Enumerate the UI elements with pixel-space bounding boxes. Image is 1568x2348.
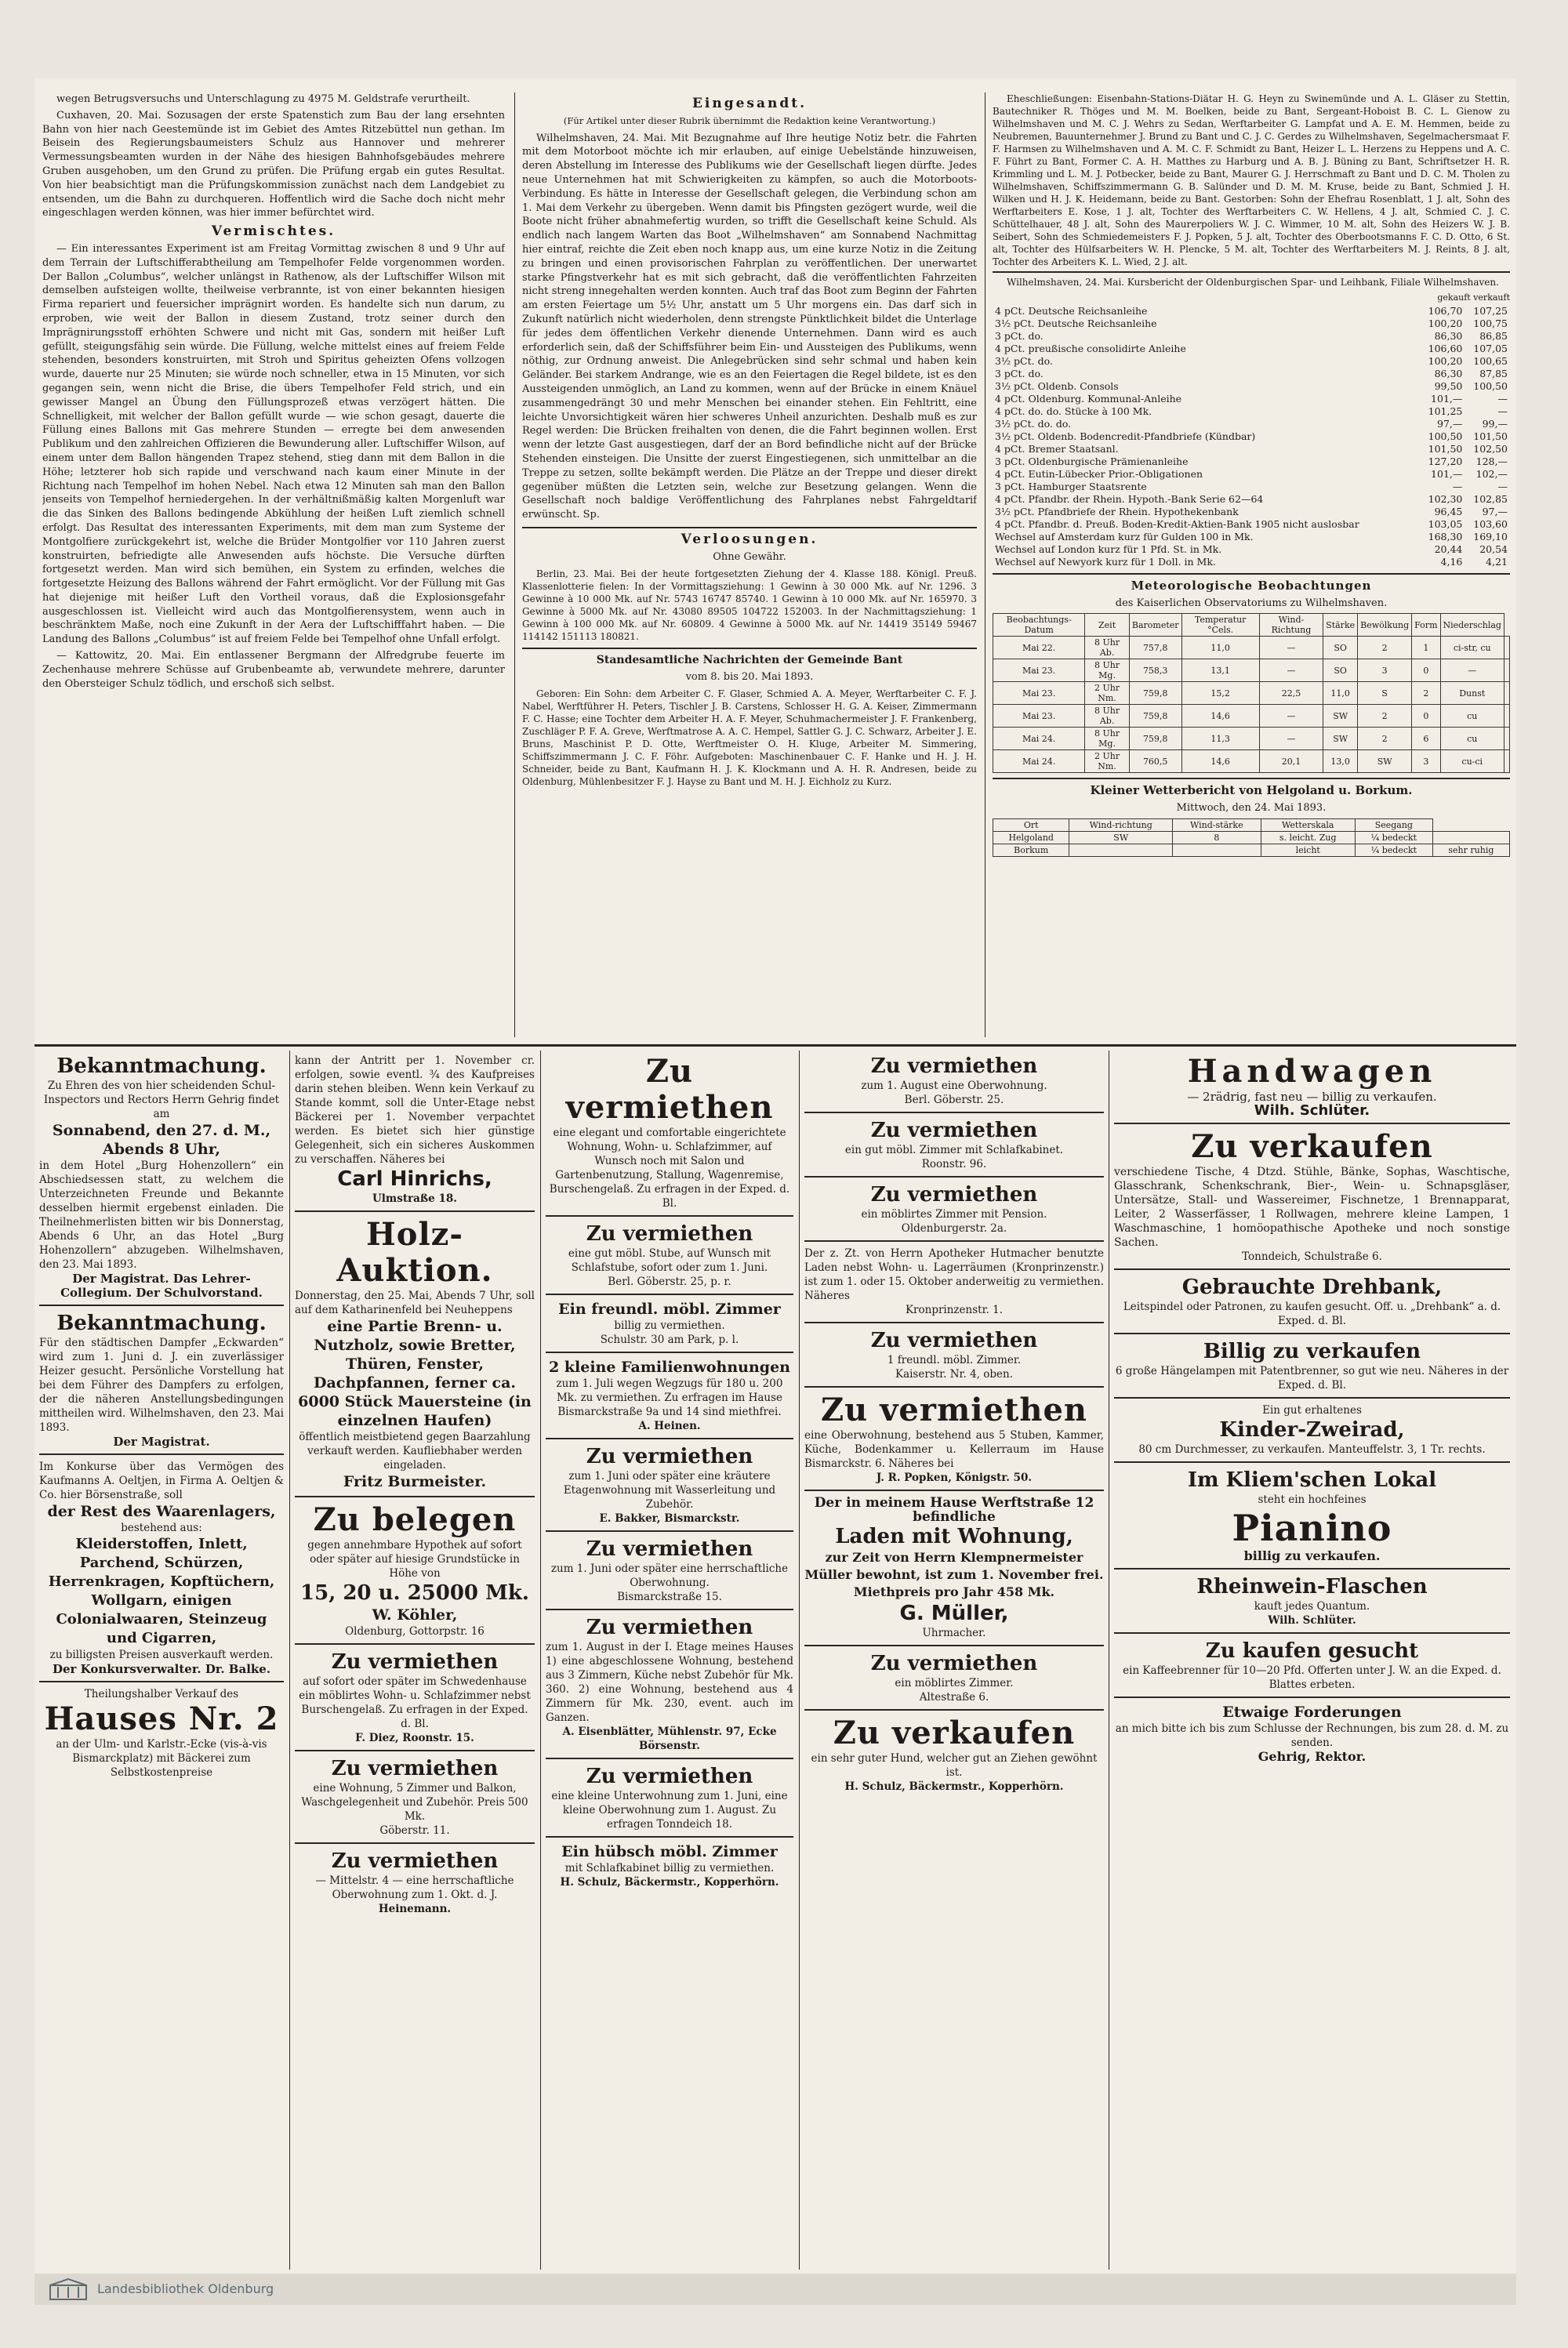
ad-title: Zu kaufen gesucht	[1205, 1639, 1419, 1663]
ad-title: Zu vermiethen	[870, 1054, 1038, 1078]
kurs-row: 4 pCt. preußische consolidirte Anleihe 106,60 107,05	[995, 342, 1508, 354]
ad-text: kauft jedes Quantum.	[1254, 1600, 1370, 1613]
ad-address: Kronprinzenstr. 1.	[905, 1304, 1004, 1316]
ad-signature: Wilh. Schlüter.	[1268, 1614, 1356, 1627]
ad-address: Schulstr. 30 am Park, p. l.	[600, 1334, 739, 1346]
ad-title: Ein hübsch möbl. Zimmer	[561, 1843, 778, 1860]
library-logo-icon	[49, 2277, 88, 2301]
kurs-row: 3½ pCt. Oldenb. Consols 99,50 100,50	[995, 379, 1508, 392]
ad-title: Zu vermiethen	[331, 1849, 499, 1873]
meteo-row: Mai 23. 2 Uhr Nm. 759,8 15,2 22,5 11,0 S 2 Dunst	[993, 682, 1510, 705]
ad-divider	[799, 1051, 800, 2270]
ad-signature: Der Magistrat. Das Lehrer-Collegium. Der Schulvorstand.	[60, 1272, 263, 1300]
ad-title: Zu vermiethen	[820, 1392, 1088, 1428]
kurs-heading: Wilhelmshaven, 24. Mai. Kursbericht der Oldenburgischen Spar- und Leihbank, Filiale Wilhelmshaven.	[1007, 277, 1499, 288]
ad-signature: G. Müller,	[899, 1602, 1009, 1625]
newspaper-page	[34, 78, 1516, 2274]
ad-signature: Fritz Burmeister.	[343, 1473, 487, 1490]
kurs-row: 4 pCt. Deutsche Reichsanleihe 106,70 107,25	[995, 304, 1508, 317]
ad-role: Uhrmacher.	[922, 1627, 986, 1639]
ad-title: Rheinwein-Flaschen	[1196, 1575, 1428, 1599]
kurs-row: 4 pCt. Oldenburg. Kommunal-Anleihe 101,— —	[995, 392, 1508, 405]
column-middle	[522, 93, 977, 1037]
ad-signature: W. Köhler,	[372, 1606, 458, 1624]
ad-signature: Carl Hinrichs,	[337, 1167, 492, 1191]
ad-title: Im Kliem'schen Lokal	[1187, 1468, 1437, 1492]
ad-title: Hauses Nr. 2	[44, 1700, 279, 1737]
ad-title: Zu vermiethen	[870, 1183, 1038, 1207]
ad-text: zu billigsten Preisen ausverkauft werden.	[49, 1649, 274, 1661]
table-header-row: Ort Wind-richtung Wind-stärke Wetterskala Seegang	[993, 818, 1510, 831]
ad-title: Zu belegen	[313, 1501, 517, 1538]
ad-text: in dem Hotel „Burg Hohenzollern“ ein Abschiedsessen statt, zu welchem die Unterzeichneten Freunde und Bekannte desselben hiermit ergebenst einladen. Die Theilnehmerlisten bitten wir bis Donnerstag, Abends 6 Uhr, an das Hotel „Burg Hohenzollern“ abzugeben. Wilhelmshaven, den 23. Mai 1893.	[39, 1159, 284, 1271]
ad-title: Zu vermiethen	[870, 1329, 1038, 1352]
ad-signature: Wilh. Schlüter.	[1254, 1102, 1370, 1119]
ad-title: Kinder-Zweirad,	[1219, 1418, 1405, 1442]
ad-text: billig zu vermiethen.	[614, 1319, 725, 1332]
kurs-row: 3 pCt. do. 86,30 86,85	[995, 329, 1508, 342]
ad-title: Ein freundl. möbl. Zimmer	[558, 1301, 781, 1318]
section-heading: Verloosungen.	[681, 531, 818, 547]
ad-address: Göberstr. 11.	[379, 1824, 450, 1837]
ad-text: kann der Antritt per 1. November cr. erfolgen, sowie eventl. ¾ des Kaufpreises darin stehen bleiben. Wenn kein Verkauf zu Stande kommt, soll die Unter-Etage nebst Bäckerei per 1. November verpachtet werden. Es bietet sich hier günstige Gelegenheit, sich ein sicheres Auskommen zu verschaffen. Näheres bei	[295, 1054, 535, 1166]
section-divider	[34, 1044, 1516, 1047]
kurs-row: 3½ pCt. Oldenb. Bodencredit-Pfandbriefe (Kündbar) 100,50 101,50	[995, 430, 1508, 442]
ad-text: öffentlich meistbietend gegen Baarzahlung verkauft werden. Kaufliebhaber werden eingeladen.	[299, 1431, 531, 1472]
ad-signature: Heinemann.	[378, 1903, 452, 1915]
ad-signature: Der Konkursverwalter. Dr. Balke.	[52, 1662, 271, 1676]
ad-address: Oldenburg, Gottorpstr. 16	[345, 1625, 485, 1638]
ad-signature: Der Magistrat.	[113, 1435, 210, 1449]
kurs-row: 3½ pCt. do. 100,20 100,65	[995, 354, 1508, 367]
ad-text: an der Ulm- und Karlstr.-Ecke (vis-à-vis Bismarckplatz) mit Bäckerei zum Selbstkostenpreise	[56, 1738, 267, 1779]
library-footer	[34, 2274, 1516, 2305]
kurs-row: 3½ pCt. do. do. 97,— 99,—	[995, 417, 1508, 430]
ad-title: Zu vermiethen	[870, 1119, 1038, 1142]
kurs-table	[993, 305, 1510, 568]
ad-signature: J. R. Popken, Königstr. 50.	[876, 1472, 1033, 1484]
ad-text: an mich bitte ich bis zum Schlusse der Rechnungen, bis zum 28. d. M. zu senden.	[1115, 1722, 1509, 1749]
article-text: Berlin, 23. Mai. Bei der heute fortgesetzten Ziehung der 4. Klasse 188. Königl. Preuß. Klassenlotterie fielen: In der Vormittagsziehung: 1 Gewinn à 30 000 Mk. auf Nr. 1296. 3 Gewinne à 10 000 Mk. auf Nr. 5743 16747 85740. 1 Gewinn à 10 000 Mk. auf Nr. 165970. 3 Gewinne à 5000 Mk. auf Nr. 43080 89505 104722 152003. In der Nachmittagsziehung: 1 Gewinn à 100 000 Mk. auf Nr. 60809. 4 Gewinne à 5000 Mk. auf Nr. 14419 35149 59467 114142 151113 180821.	[522, 568, 977, 642]
ad-divider	[540, 1051, 541, 2270]
ad-text: mit Schlafkabinet billig zu vermiethen.	[564, 1862, 775, 1874]
ad-title: 2 kleine Familienwohnungen	[549, 1359, 790, 1376]
ad-address: Roonstr. 96.	[921, 1158, 987, 1170]
kurs-row: 4 pCt. Pfandbr. d. Preuß. Boden-Kredit-Aktien-Bank 1905 nicht auslosbar 103,05 103,60	[995, 517, 1508, 530]
article-text: Cuxhaven, 20. Mai. Sozusagen der erste Spatenstich zum Bau der lang ersehnten Bahn von hier nach Geestemünde ist im Gebiet des Amtes Ritzebüttel nun gethan. Im Beisein des Regierungsbaumeisters Schulz aus Hannover und mehrerer Vermessungsbeamten wurden in der Nähe des hiesigen Bahnhofsgebäudes mehrere Gruben ausgehoben, um den Grund zu prüfen. Die Prüfung ergab ein gutes Resultat. Von hier beabsichtigt man die Prüfungskommission zunächst nach dem Landgebiet zu entsenden, um die Bahn zu durchqueren. Hoffentlich wird die Sache doch nicht mehr eingeschlagen werden können, was hier immer befürchtet wird.	[42, 109, 505, 220]
ad-title: Handwagen	[1187, 1054, 1437, 1090]
article-text: wegen Betrugsversuchs und Unterschlagung zu 4975 M. Geldstrafe verurtheilt.	[56, 93, 470, 105]
kurs-row: 4 pCt. Pfandbr. der Rhein. Hypoth.-Bank Serie 62—64 102,30 102,85	[995, 492, 1508, 505]
ad-text: ein möblirtes Zimmer.	[895, 1677, 1014, 1689]
kurs-row: 4 pCt. Eutin-Lübecker Prior.-Obligationen 101,— 102,—	[995, 467, 1508, 480]
meteo-row: Mai 22. 8 Uhr Ab. 757,8 11,0 — SO 2 1 ci-str, cu	[993, 637, 1510, 659]
meteo-row: Mai 23. 8 Uhr Ab. 759,8 14,6 — SW 2 0 cu	[993, 705, 1510, 728]
ad-text: 80 cm Durchmesser, zu verkaufen. Manteuffelstr. 3, 1 Tr. rechts.	[1138, 1443, 1486, 1456]
meteo-row: Mai 23. 8 Uhr Mg. 758,3 13,1 — SO 3 0 —	[993, 659, 1510, 682]
ad-title: Zu vermiethen	[586, 1616, 753, 1639]
kurs-row: 3 pCt. Oldenburgische Prämienanleihe 127,20 128,—	[995, 455, 1508, 467]
ad-text: eine Oberwohnung, bestehend aus 5 Stuben, Kammer, Küche, Bodenkammer u. Kellerraum im Hause Bismarckstr. 6. Näheres bei	[804, 1429, 1104, 1470]
ad-text: ein möblirtes Zimmer mit Pension.	[861, 1208, 1047, 1221]
ad-text: zum 1. Juli wegen Wegzugs für 180 u. 200 Mk. zu vermiethen. Zu erfragen im Hause Bismarckstraße 9a und 14 sind miethfrei.	[556, 1377, 783, 1418]
ad-column-d	[804, 1054, 1104, 2269]
ad-text: zur Zeit von Herrn Klempnermeister Müller bewohnt, ist zum 1. November frei. Miethpreis pro Jahr 458 Mk.	[804, 1550, 1104, 1599]
ad-text: Ein gut erhaltenes	[1262, 1404, 1362, 1417]
ad-title: Zu vermiethen	[586, 1222, 753, 1246]
kurs-row: 4 pCt. Bremer Staatsanl. 101,50 102,50	[995, 442, 1508, 455]
ad-column-c	[546, 1054, 793, 2269]
kurs-row: Wechsel auf Newyork kurz für 1 Doll. in Mk. 4,16 4,21	[995, 555, 1508, 568]
ad-signature: F. Diez, Roonstr. 15.	[355, 1732, 474, 1744]
section-subheading: vom 8. bis 20. Mai 1893.	[685, 671, 814, 684]
ad-text: eine elegant und comfortable eingerichtete Wohnung, Wohn- u. Schlafzimmer, auf Wunsch noch mit Salon und Gartenbenutzung, Stallung, Wagenremise, Burschengelaß. Zu erfragen in der Exped. d. Bl.	[549, 1127, 790, 1210]
wetter-row: Helgoland SW 8 s. leicht. Zug ¼ bedeckt	[993, 831, 1510, 844]
ad-title: Bekanntmachung.	[56, 1054, 267, 1078]
kurs-row: 3 pCt. Hamburger Staatsrente — —	[995, 480, 1508, 492]
ad-text: eine kleine Unterwohnung zum 1. Juni, eine kleine Oberwohnung zum 1. August. Zu erfragen Tonndeich 18.	[551, 1790, 788, 1831]
ad-title: Etwaige Forderungen	[1222, 1704, 1402, 1721]
section-subheading: Mittwoch, den 24. Mai 1893.	[1176, 802, 1327, 815]
ad-text: ein Kaffeebrenner für 10—20 Pfd. Offerten unter J. W. an die Exped. d. Blattes erbeten.	[1123, 1664, 1501, 1691]
ad-title: Zu vermiethen	[586, 1445, 753, 1468]
meteo-row: Mai 24. 8 Uhr Mg. 759,8 11,3 — SW 2 6 cu	[993, 728, 1510, 750]
ad-text: auf sofort oder später im Schwedenhause ein möblirtes Wohn- u. Schlafzimmer nebst Burschengelaß. Zu erfragen in der Exped. d. Bl.	[299, 1675, 531, 1730]
kurs-row: 3 pCt. do. 86,30 87,85	[995, 367, 1508, 379]
section-heading: Meteorologische Beobachtungen	[1131, 578, 1372, 593]
section-subheading: des Kaiserlichen Observatoriums zu Wilhelmshaven.	[1115, 597, 1388, 609]
ad-title: Zu vermiethen	[331, 1650, 499, 1674]
meteo-row: Mai 24. 2 Uhr Nm. 760,5 14,6 20,1 13,0 SW 3 cu-ci	[993, 750, 1510, 773]
ad-items: Kleiderstoffen, Inlett, Parchend, Schürzen, Herrenkragen, Kopftüchern, Wollgarn, einigen Colonialwaaren, Steinzeug und Cigarren,	[48, 1536, 275, 1646]
ad-title: Zu vermiethen	[565, 1054, 774, 1126]
ad-text: ein gut möbl. Zimmer mit Schlafkabinet.	[844, 1144, 1064, 1156]
wetter-table	[993, 818, 1510, 857]
ad-text: Leitspindel oder Patronen, zu kaufen gesucht. Off. u. „Drehbank“ a. d. Exped. d. Bl.	[1123, 1301, 1501, 1327]
section-note: (Für Artikel unter dieser Rubrik übernimmt die Redaktion keine Verantwortung.)	[563, 114, 936, 126]
column-right	[993, 93, 1510, 1037]
column-left	[42, 93, 505, 1037]
ad-text: zum 1. Juni oder später eine kräutere Etagenwohnung mit Wasserleitung und Zubehör.	[563, 1470, 776, 1511]
section-heading: Eingesandt.	[691, 96, 808, 111]
ad-text: Der z. Zt. von Herrn Apotheker Hutmacher benutzte Laden nebst Wohn- u. Lagerräumen (Kronprinzenstr.) ist zum 1. oder 15. Oktober anderweitig zu vermiethen. Näheres	[804, 1247, 1104, 1302]
ad-address: Ulmstraße 18.	[372, 1192, 457, 1205]
section-heading: Standesamtliche Nachrichten der Gemeinde Bant	[596, 653, 903, 666]
ad-amount: 15, 20 u. 25000 Mk.	[300, 1581, 529, 1605]
ad-column-b	[295, 1054, 535, 2269]
ad-text: Für den städtischen Dampfer „Eckwarden“ wird zum 1. Juni d. J. ein zuverlässiger Heizer gesucht. Persönliche Vorstellung hat bei dem Führer des Dampfers zu erfolgen, der die näheren Anstellungsbedingungen mittheilen wird. Wilhelmshaven, den 23. Mai 1893.	[39, 1337, 284, 1434]
kurs-row: Wechsel auf London kurz für 1 Pfd. St. in Mk. 20,44 20,54	[995, 543, 1508, 555]
kurs-row: Wechsel auf Amsterdam kurz für Gulden 100 in Mk. 168,30 169,10	[995, 530, 1508, 543]
ad-signature: H. Schulz, Bäckermstr., Kopperhörn.	[844, 1780, 1064, 1793]
ad-text: Theilungshalber Verkauf des	[84, 1688, 239, 1700]
ad-address: Kaiserstr. Nr. 4, oben.	[895, 1368, 1013, 1381]
ad-text: Donnerstag, den 25. Mai, Abends 7 Uhr, soll auf dem Katharinenfeld bei Neuheppens	[295, 1290, 535, 1316]
ad-signature: A. Eisenblätter, Mühlenstr. 97, Ecke Börsenstr.	[562, 1726, 777, 1752]
ad-title: Zu verkaufen	[833, 1715, 1076, 1751]
ad-text: Im Konkurse über das Vermögen des Kaufmanns A. Oeltjen, in Firma A. Oeltjen & Co. hier Börsenstraße, soll	[39, 1461, 284, 1501]
ad-text: ein sehr guter Hund, welcher gut an Ziehen gewöhnt ist.	[811, 1752, 1098, 1779]
ad-text: eine gut möbl. Stube, auf Wunsch mit Schlafstube, sofort oder zum 1. Juni.	[568, 1247, 771, 1274]
ad-signature: H. Schulz, Bäckermstr., Kopperhörn.	[560, 1876, 779, 1889]
meteo-table	[993, 613, 1510, 773]
article-text: Geboren: Ein Sohn: dem Arbeiter C. F. Glaser, Schmied A. A. Meyer, Werftarbeiter C. F. J. Nabel, Werftführer H. Peters, Tischler J. B. Carstens, Schlosser H. G. A. Keiser, Zimmermann F. C. Hasse; eine Tochter dem Arbeiter H. A. F. Meyer, Schuhmachermeister J. F. Frankenberg, Zuschläger P. F. A. Greve, Werftmatrose A. A. C. Hempel, Sattler G. J. C. Schwarz, Arbeiter J. E. Bruns, Maschinist P. D. Otte, Werftmeister O. H. Kluge, Arbeiter M. Simmering, Schiffszimmermann J. C. F. Föhr. Aufgeboten: Maschinenbauer C. F. Hanke und H. J. H. Schneider, beide zu Bant, Kaufmann H. J. K. Klockmann und A. H. R. Andresen, beide zu Oldenburg, Mühlenbesitzer F. J. Hayse zu Bant und M. H. J. Eichholz zu Kurz.	[522, 688, 977, 788]
ad-title: Billig zu verkaufen	[1203, 1340, 1421, 1363]
kurs-row: 3½ pCt. Deutsche Reichsanleihe 100,20 100,75	[995, 317, 1508, 329]
ad-text: 6 große Hängelampen mit Patentbrenner, so gut wie neu. Näheres in der Exped. d. Bl.	[1115, 1365, 1509, 1392]
ad-divider	[289, 1051, 290, 2270]
kurs-subheading: gekauft verkauft	[1437, 292, 1510, 303]
ad-text: billig zu verkaufen.	[1243, 1548, 1381, 1563]
ad-title: Zu verkaufen	[1191, 1128, 1433, 1165]
kurs-row: 3½ pCt. Pfandbriefe der Rhein. Hypothekenbank 96,45 97,—	[995, 505, 1508, 517]
ad-text: zum 1. August eine Oberwohnung.	[861, 1080, 1047, 1092]
ad-address: Altestraße 6.	[919, 1691, 989, 1704]
wetter-row: Borkum leicht ¼ bedeckt sehr ruhig	[993, 844, 1510, 856]
ad-text: Der in meinem Hause Werftstraße 12 befindliche	[814, 1495, 1094, 1525]
kurs-row: 4 pCt. do. do. Stücke à 100 Mk. 101,25 —	[995, 405, 1508, 417]
article-text: — Ein interessantes Experiment ist am Freitag Vormittag zwischen 8 und 9 Uhr auf dem Terrain der Luftschifferabtheilung am Tempelhofer Felde vorgenommen worden. Der Ballon „Columbus“, welcher unlängst in Rathenow, als der Luftschiffer Wilson mit demselben aufsteigen wollte, theilweise verbrannte, ist von einer bekannten hiesigen Firma repariert und feuersicher imprägnirt worden. Es handelte sich nun darum, zu erproben, wie weit der Ballon in diesem Zustand, trotz seiner durch den Imprägnirungsstoff erhöhten Schwere und nicht mit Gas, sondern mit heißer Luft gefüllt, steigungsfähig sein würde. Die Füllung, welche mittelst eines auf freiem Felde stehenden, besonders konstruirten, mit Stroh und Spiritus geheizten Ofens vollzogen wurde, dauerte nur 25 Minuten; sie würde noch schneller, etwa in 15 Minuten, vor sich gegangen sein, wenn nicht die Brise, die übers Tempelhofer Feld strich, und ein gewisser Mangel an Übung den Füllungsprozeß etwas verzögert hätten. Die Schnelligkeit, mit welcher der Ballon gefüllt wurde — wie schon gesagt, dauerte die Füllung eines Ballons mit Gas mehrere Stunden — erregte bei dem anwesenden Publikum und den zahlreichen Offizieren die Bewunderung aller. Luftschiffer Wilson, auf einem unter dem Ballon hängenden Trapez stehend, stieg dann mit dem Ballon in die Höhe; letzterer hob sich rapide und verschwand nach kaum einer Minute in der Richtung nach Tempelhof im hohen Nebel. Nach etwa 12 Minuten sah man den Ballon jenseits von Tempelhof herniedergehen. In der verhältnißmäßig kalten Morgenluft war die das Sinken des Ballons bedingende Abkühlung der heißen Luft ziemlich schnell erfolgt. Das Resultat des interessanten Experiments, mit dem man zum Systeme der Montgolfiere zurückgekehrt ist, welche die Brüder Montgolfier vor 110 Jahren zuerst konstruirten, befriedigte alle Anwesenden aufs höchste. Die Versuche dürften fortgesetzt werden. Man wird sich bemühen, ein System zu erfinden, welches die fortgesetzte Heizung des Ballons während der Fahrt ermöglicht. Vor der Füllung mit Gas hat diejenige mit heißer Luft den Vortheil voraus, daß die Explosionsgefahr ausgeschlossen ist. Vielleicht wird auch das Montgolfierensystem, wenn auch in beschränktem Maße, noch eine Zukunft in der Aera der Luftschifffahrt haben. — Die Landung des Ballons „Columbus“ ist auf freiem Felde bei Tempelhof ohne Unfall erfolgt.	[42, 242, 505, 646]
ad-title: Zu vermiethen	[331, 1757, 499, 1780]
ad-title: Zu vermiethen	[586, 1765, 753, 1788]
ad-address: Berl. Göberstr. 25.	[904, 1094, 1004, 1106]
section-subheading: Ohne Gewähr.	[713, 550, 786, 563]
ad-text: bestehend aus:	[121, 1522, 202, 1534]
ad-title: der Rest des Waarenlagers,	[47, 1503, 276, 1520]
ad-text: eine Wohnung, 5 Zimmer und Balkon, Waschgelegenheit und Zubehör. Preis 500 Mk.	[301, 1782, 528, 1823]
ad-address: Tonndeich, Schulstraße 6.	[1242, 1250, 1382, 1263]
article-text: Wilhelmshaven, 24. Mai. Mit Bezugnahme auf Ihre heutige Notiz betr. die Fahrten mit dem Motorboot möchte ich mir erlauben, auf einige Uebelstände hinzuweisen, deren Abstellung im Interesse des Publikums wie der Gesellschaft liegen dürfte. Jedes neue Unternehmen hat mit Schwierigkeiten zu kämpfen, so auch die Motorboots-Verbindung. Es hätte in Interesse der Gesellschaft gelegen, die Verbindung schon am 1. Mai dem Verkehr zu übergeben. Wenn damit bis Pfingsten gezögert wurde, weil die Boote nicht früher abnahmefertig wurden, so trifft die Gesellschaft keine Schuld. Als endlich nach langem Warten das Boot „Wilhelmshaven“ am Sonnabend Nachmittag hier eintraf, reichte die Zeit eben noch knapp aus, um eine kurze Notiz in die Zeitung zu bringen und einen provisorischen Fahrplan zu veröffentlichen. Der unerwartet starke Pfingstverkehr hat es mit sich gebracht, daß die veröffentlichten Fahrzeiten nicht streng innegehalten werden konnten. Auch traf das Boot zum Beginn der Fahrten am ersten Feiertage um 5½ Uhr, anstatt um 5 Uhr morgens ein. Das darf sich in Zukunft natürlich nicht wiederholen, denn strengste Pünktlichkeit bildet die Unterlage für jedes dem öffentlichen Verkehr dienende Unternehmen. Dann wird es auch erforderlich sein, daß der Schiffsführer beim Ein- und Aussteigen des Publikums, wenn nöthig, zur Ordnung anweist. Die Anlegebrücken sind sehr schmal und haben kein Geländer. Bei starkem Andrange, wie es an den Feiertagen die Regel bildete, ist es den Aussteigenden unmöglich, an Land zu kommen, wenn auf der Brücke in einem Knäuel zusammengedrängt 30 und mehr Menschen bei einander stehen. Ein Fehltritt, eine leichte Unvorsichtigkeit wären hier schweres Unheil anzurichten. Deshalb muß es zur Regel werden: Die Brücken freihalten von denen, die die Fahrt beginnen wollen. Erst wenn der letzte Gast ausgestiegen, darf der an Bord befindliche nicht auf der Brücke Stehenden einsteigen. Die Unsitte der zuerst Eingestiegenen, sich unmittelbar an die Treppe zu setzen, sollte bekämpft werden. Die Plätze an der Treppe und dieser direkt gegenüber müßten die Letzten sein, welche zur Besetzung gelangen. Wenn die Gesellschaft noch baldige Veröffentlichung des Fahrplanes nebst Fahrgeldtarif erwünscht. Sp.	[522, 132, 977, 521]
ad-title: Holz-Auktion.	[336, 1216, 493, 1289]
article-text: — Kattowitz, 20. Mai. Ein entlassener Bergmann der Alfredgrube feuerte im Zechenhause mehrere Schüsse auf Grubenbeamte ab, verwundete mehrere, darunter den Obersteiger Schulz tödlich, und erschoß sich selbst.	[42, 650, 505, 690]
ad-text: steht ein hochfeines	[1258, 1493, 1367, 1506]
ad-signature: E. Bakker, Bismarckstr.	[599, 1512, 740, 1525]
library-name: Landesbibliothek Oldenburg	[97, 2281, 274, 2296]
ad-title-big: Pianino	[1232, 1507, 1392, 1549]
ad-text: verschiedene Tische, 4 Dtzd. Stühle, Bänke, Sophas, Waschtische, Glasschrank, Schenkschrank, Bier-, Wein- u. Schnapsgläser, Untersätze, Stall- und Wassereimer, Fischnetze, 1 Brennapparat, Leiter, 2 Wasserfässer, 1 Rollwagen, mehrere kleine Lampen, 1 Waschmaschine, 1 homöopathische Apotheke und noch sonstige Sachen.	[1114, 1166, 1510, 1249]
ad-address: Berl. Göberstr. 25, p. r.	[608, 1276, 731, 1288]
ad-date: Sonnabend, den 27. d. M., Abends 8 Uhr,	[52, 1122, 271, 1158]
ad-title: Laden mit Wohnung,	[835, 1525, 1073, 1548]
ad-text: 1 freundl. möbl. Zimmer.	[887, 1354, 1022, 1366]
section-heading: Kleiner Wetterbericht von Helgoland u. Borkum.	[1090, 783, 1413, 798]
ad-column-e	[1114, 1054, 1510, 2269]
ad-items: eine Partie Brenn- u. Nutzholz, sowie Bretter, Thüren, Fenster, Dachpfannen, ferner ca. 6000 Stück Mauersteine (in einzelnen Haufen)	[298, 1318, 532, 1429]
ad-text: — Mittelstr. 4 — eine herrschaftliche Oberwohnung zum 1. Okt. d. J.	[315, 1874, 514, 1901]
ad-title: Gebrauchte Drehbank,	[1181, 1276, 1443, 1299]
ad-column-a	[39, 1054, 284, 2269]
ad-title: Zu vermiethen	[586, 1537, 753, 1561]
article-text: Eheschließungen: Eisenbahn-Stations-Diätar H. G. Heyn zu Swinemünde und A. L. Gläser zu Stettin, Bautechniker R. Thöges und M. M. Boelken, beide zu Bant, Sergeant-Hoboist B. C. L. Gienow zu Wilhelmshaven und M. C. J. Wehrs zu Sedan, Werftarbeiter G. Lampfat und A. E. M. Hemmen, beide zu Neubremen, Bauunternehmer J. Brund zu Bant und C. J. C. Gerdes zu Wilhelmshaven, Segelmachersmaat F. F. Harmsen zu Wilhelmshaven und A. M. C. F. Schmidt zu Bant, Heizer L. L. Herzens zu Heppens und A. C. F. Führt zu Bant, Former C. A. H. Matthes zu Harburg und A. B. J. Büning zu Bant, Schriftsetzer H. R. Krimmling und L. M. J. Potbecker, beide zu Bant, Maurer G. J. Herrschmaft zu Bant und D. C. M. Tholen zu Wilhelmshaven, Schiffszimmermann G. B. Salünder und D. M. M. Kruse, beide zu Bant, Schmied J. H. Wilken und H. J. K. Heidemann, beide zu Bant. Gestorben: Sohn der Ehefrau Rosenblatt, 1 J. alt, Sohn des Werftarbeiters E. Kose, 1 J. alt, Tochter des Werftarbeiters C. W. Hellens, 4 J. alt, Schmied C. J. C. Schüttelhauer, 48 J. alt, Sohn des Maurerpoliers W. J. C. Wimmer, 10 M. alt, Sohn des Heizers W. J. B. Seibert, Sohn des Schmiedemeisters F. J. Popken, 5 J. alt, Tochter des Oberbootsmanns F. C. D. Otto, 6 St. alt, Tochter des Hülfsarbeiters W. H. Plencke, 5 M. alt, Tochter des Werftarbeiters M. J. Reints, 8 J. alt, Tochter des Arbeiters K. L. Wied, 2 J. alt.	[993, 93, 1510, 267]
ad-text: zum 1. Juni oder später eine herrschaftliche Oberwohnung.	[550, 1562, 789, 1589]
table-header-row: Beobachtungs-Datum Zeit Barometer Temperatur °Cels. Wind-Richtung Stärke Bewölkung Form Niederschlag	[993, 614, 1510, 637]
ad-text: — 2rädrig, fast neu — billig zu verkaufen.	[1187, 1090, 1437, 1104]
column-divider	[514, 93, 515, 1037]
ad-signature: A. Heinen.	[638, 1420, 701, 1432]
ad-address: Oldenburgerstr. 2a.	[901, 1222, 1007, 1235]
ad-text: gegen annehmbare Hypothek auf sofort oder später auf hiesige Grundstücke in Höhe von	[307, 1539, 522, 1580]
ad-text: zum 1. August in der I. Etage meines Hauses 1) eine abgeschlossene Wohnung, bestehend aus 3 Zimmern, Küche nebst Zubehör für Mk. 360. 2) eine Wohnung, bestehend aus 4 Zimmern für Mk. 230, event. auch im Ganzen.	[546, 1641, 793, 1724]
section-heading: Vermischtes.	[211, 223, 336, 240]
ad-title: Bekanntmachung.	[56, 1312, 267, 1335]
ad-address: Bismarckstraße 15.	[617, 1591, 722, 1603]
ad-text: Zu Ehren des von hier scheidenden Schul-Inspectors und Rectors Herrn Gehrig findet am	[43, 1080, 280, 1120]
ad-signature: Gehrig, Rektor.	[1258, 1749, 1367, 1764]
ad-title: Zu vermiethen	[870, 1652, 1038, 1675]
